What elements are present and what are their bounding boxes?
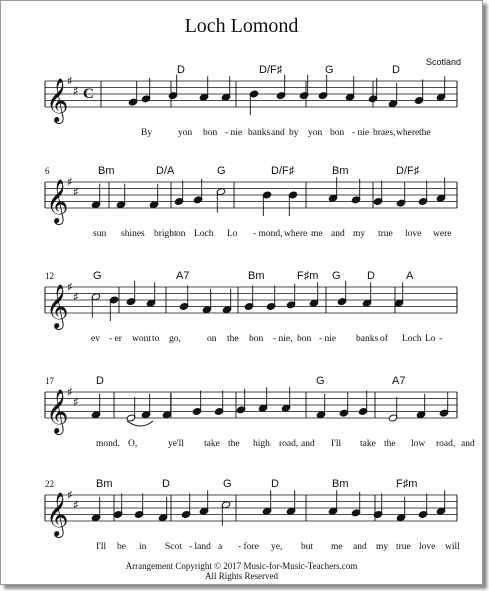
chord-symbol: A7 (392, 375, 406, 387)
lyric-syllable: Lo (425, 334, 436, 344)
lyric-syllable: true (378, 229, 393, 239)
lyric-syllable: the (227, 334, 239, 344)
chord-symbol: F♯m (396, 478, 418, 490)
chord-symbol: G (217, 165, 226, 177)
lyric-syllable: - nie (319, 334, 337, 344)
lyric-syllable: banks (356, 334, 379, 344)
song-title: Loch Lomond (184, 15, 299, 37)
chord-symbol: G (316, 375, 325, 387)
lyric-syllable: Lo (227, 229, 238, 239)
lyric-syllable: sun (93, 229, 107, 239)
lyric-syllable: wont (132, 334, 151, 344)
chord-symbol: G (332, 270, 341, 282)
measure-number: 17 (45, 376, 54, 386)
treble-clef-icon: 𝄞 (46, 78, 69, 122)
copyright-line: Arrangement Copyright © 2017 Music-for-Music-Teachers.com (125, 561, 358, 571)
sharp-icon: ♯ (73, 395, 79, 409)
lyric-syllable: the (228, 439, 240, 449)
lyric-syllable: me (331, 542, 343, 552)
rights-line: All Rights Reserved (205, 571, 278, 581)
chord-symbol: D/F♯ (396, 165, 420, 177)
sharp-icon: ♯ (67, 175, 73, 189)
staff-system (45, 64, 457, 138)
chord-symbol: D (271, 478, 279, 490)
lyric-syllable: to (152, 334, 160, 344)
chord-symbol: Bm (332, 165, 349, 177)
lyric-syllable: where (284, 229, 308, 239)
lyric-syllable: the (419, 128, 431, 138)
chord-symbol: G (93, 270, 102, 282)
chord-symbol: Bm (98, 165, 115, 177)
lyric-syllable: low (411, 439, 426, 449)
sharp-icon: ♯ (67, 74, 73, 88)
lyric-syllable: bon (249, 334, 264, 344)
lyric-syllable: take (204, 439, 220, 449)
lyric-syllable: high (253, 439, 270, 449)
music-score (1, 1, 482, 584)
treble-clef-icon: 𝄞 (46, 389, 69, 433)
lyric-syllable: road, (436, 439, 456, 449)
lyric-syllable: yon (178, 128, 193, 138)
lyric-syllable: on (207, 334, 217, 344)
lyric-syllable: and (271, 128, 285, 138)
lyric-syllable: my (353, 229, 366, 239)
lyric-syllable: ye'll (168, 439, 184, 449)
lyric-syllable: - fore (238, 542, 259, 552)
chord-symbol: Bm (332, 478, 349, 490)
lyric-syllable: I'll (96, 542, 107, 552)
chord-symbol: Bm (96, 478, 113, 490)
lyric-syllable: where (396, 128, 420, 138)
lyric-syllable: in (139, 542, 147, 552)
sharp-icon: ♯ (73, 498, 79, 512)
chord-symbol: D (96, 375, 104, 387)
staff-system (45, 165, 457, 239)
chord-symbol: F♯m (297, 270, 319, 282)
treble-clef-icon: 𝄞 (46, 179, 69, 223)
lyric-syllable: love (405, 229, 422, 239)
sharp-icon: ♯ (67, 280, 73, 294)
lyric-syllable: - nie (225, 128, 243, 138)
measure-number: 22 (45, 479, 54, 489)
sharp-icon: ♯ (67, 385, 73, 399)
chord-symbol: A (406, 270, 414, 282)
lyric-syllable: braes, (373, 128, 396, 138)
lyric-syllable: by (289, 128, 299, 138)
measure-number: 12 (45, 271, 54, 281)
lyric-syllable: shines (121, 229, 145, 239)
lyric-syllable: and (301, 439, 315, 449)
lyric-syllable: go, (169, 334, 181, 344)
lyric-syllable: I'll (331, 439, 342, 449)
treble-clef-icon: 𝄞 (46, 284, 69, 328)
lyric-syllable: take (360, 439, 376, 449)
lyric-syllable: yon (308, 128, 323, 138)
staff-system (45, 270, 457, 344)
lyric-syllable: - nie (352, 128, 370, 138)
sharp-icon: ♯ (67, 488, 73, 502)
chord-symbol: D (367, 270, 375, 282)
lyric-syllable: mond. (96, 439, 121, 449)
staff-system (45, 375, 475, 449)
lyric-syllable: true (396, 542, 411, 552)
chord-symbol: D/F♯ (259, 64, 283, 76)
lyric-syllable: bright (154, 229, 177, 239)
lyric-syllable: - (439, 334, 443, 344)
lyric-syllable: O, (128, 439, 138, 449)
lyric-syllable: - mond, (253, 229, 283, 239)
lyric-syllable: road, (279, 439, 299, 449)
time-signature-icon: C (83, 86, 94, 102)
chord-symbol: D (177, 64, 185, 76)
lyric-syllable: Loch (194, 229, 214, 239)
chord-symbol: G (325, 64, 334, 76)
lyric-syllable: bon (297, 334, 312, 344)
lyric-syllable: - land (189, 542, 211, 552)
lyric-syllable: and (461, 439, 475, 449)
treble-clef-icon: 𝄞 (46, 492, 69, 536)
lyric-syllable: my (376, 542, 389, 552)
lyric-syllable: and (331, 229, 345, 239)
measure-number: 6 (45, 166, 50, 176)
chord-symbol: Bm (248, 270, 265, 282)
lyric-syllable: me (311, 229, 323, 239)
lyric-syllable: ev (91, 334, 100, 344)
slur (127, 421, 153, 426)
lyric-syllable: Loch (402, 334, 422, 344)
chord-symbol: D (162, 478, 170, 490)
lyric-syllable: the (384, 439, 396, 449)
lyric-syllable: were (433, 229, 452, 239)
lyric-syllable: on (176, 229, 186, 239)
staff-system (45, 478, 460, 552)
lyric-syllable: love (419, 542, 436, 552)
lyric-syllable: bon (330, 128, 345, 138)
lyric-syllable: - nie, (273, 334, 293, 344)
lyric-syllable: and (353, 542, 367, 552)
lyric-syllable: a (218, 542, 223, 552)
chord-symbol: D/F♯ (271, 165, 295, 177)
chord-symbol: A7 (176, 270, 190, 282)
lyric-syllable: banks (248, 128, 271, 138)
chord-symbol: G (223, 478, 232, 490)
lyric-syllable: be (117, 542, 126, 552)
sharp-icon: ♯ (73, 84, 79, 98)
lyric-syllable: bon (203, 128, 218, 138)
lyric-syllable: of (380, 334, 388, 344)
lyric-syllable: By (141, 128, 153, 138)
chord-symbol: D (392, 64, 400, 76)
lyric-syllable: will (445, 542, 460, 552)
lyric-syllable: but (301, 542, 314, 552)
song-origin: Scotland (426, 57, 462, 67)
lyric-syllable: ye, (271, 542, 283, 552)
lyric-syllable: - er (109, 334, 122, 344)
chord-symbol: D/A (156, 165, 175, 177)
sharp-icon: ♯ (73, 185, 79, 199)
sharp-icon: ♯ (73, 290, 79, 304)
lyric-syllable: Scot (165, 542, 182, 552)
